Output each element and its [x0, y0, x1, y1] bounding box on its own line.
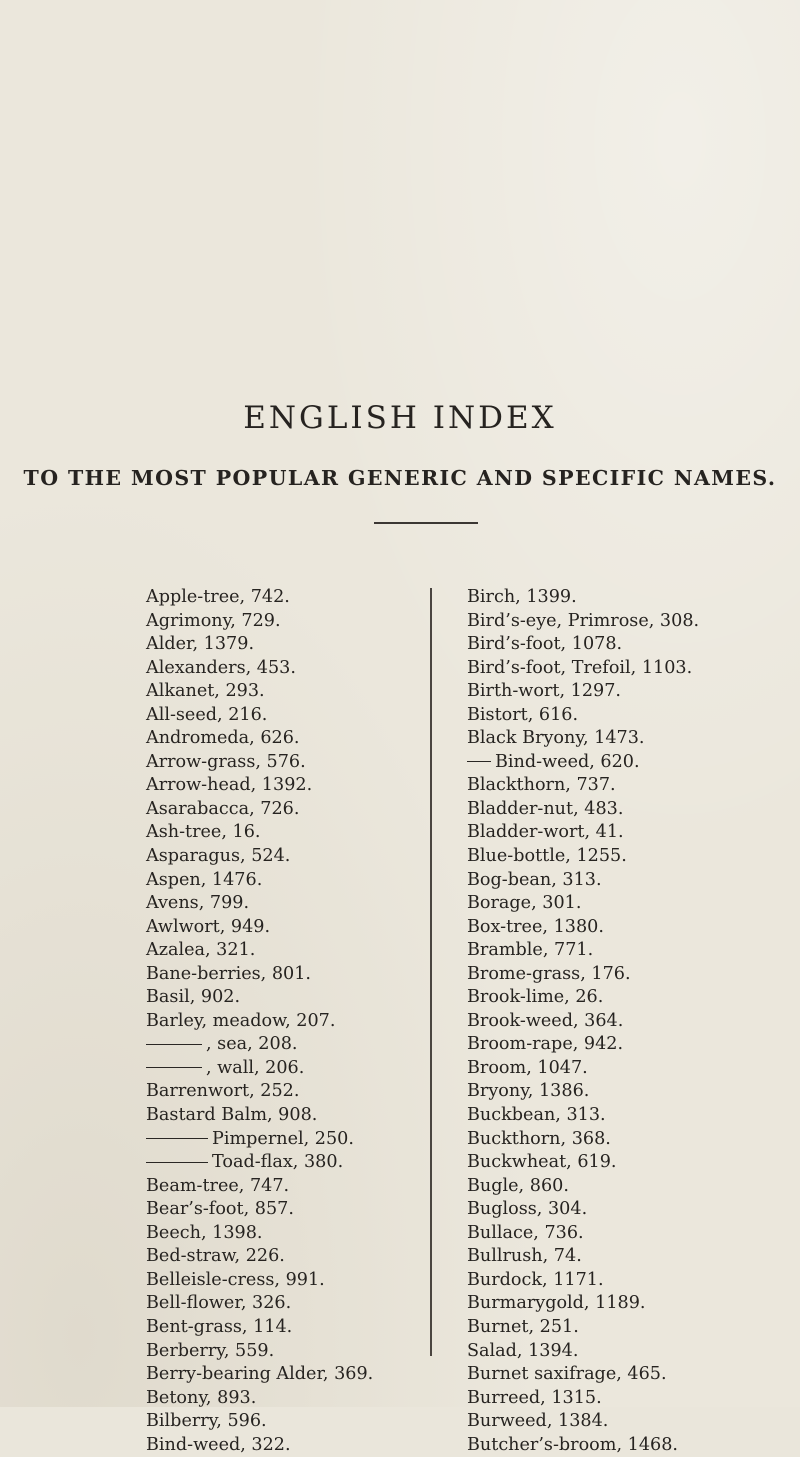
index-entry-text: Buckthorn, 368. — [467, 1128, 611, 1149]
index-entry — [467, 1269, 767, 1293]
index-entry-text: Belleisle-cress, 991. — [146, 1269, 325, 1290]
index-entry — [467, 1080, 767, 1104]
index-entry — [146, 1269, 426, 1293]
index-entry — [467, 1292, 767, 1316]
index-entry-text: Bladder-wort, 41. — [467, 822, 624, 843]
index-entry — [467, 916, 767, 940]
index-column-left — [146, 586, 426, 1457]
index-entry — [146, 1198, 426, 1222]
index-entry — [146, 869, 426, 893]
index-entry — [146, 916, 426, 940]
index-entry — [467, 1128, 767, 1152]
index-entry — [146, 774, 426, 798]
index-entry-text: Bed-straw, 226. — [146, 1246, 285, 1267]
index-entry-text: Agrimony, 729. — [146, 610, 281, 631]
index-entry — [467, 845, 767, 869]
index-entry — [467, 1151, 767, 1175]
index-entry — [146, 1175, 426, 1199]
index-entry-text: Bind-weed, 322. — [146, 1434, 291, 1455]
index-entry-text: Burreed, 1315. — [467, 1387, 602, 1408]
index-entry — [467, 774, 767, 798]
index-entry-text: Beech, 1398. — [146, 1222, 263, 1243]
index-entry-text: Alkanet, 293. — [146, 681, 265, 702]
column-divider — [430, 588, 432, 1356]
title-rule — [374, 522, 478, 524]
index-entry — [467, 892, 767, 916]
index-entry-text: Andromeda, 626. — [146, 728, 300, 749]
index-entry — [467, 821, 767, 845]
index-entry-text: Barley, meadow, 207. — [146, 1010, 336, 1031]
index-entry-text: Bell-flower, 326. — [146, 1293, 292, 1314]
index-entry-text: Alexanders, 453. — [146, 657, 296, 678]
index-entry-text: Bird’s-foot, 1078. — [467, 634, 623, 655]
index-entry-text: Asparagus, 524. — [146, 846, 291, 867]
index-entry-text: Black Bryony, 1473. — [467, 728, 645, 749]
page-title: ENGLISH INDEX — [243, 400, 557, 436]
index-entry-text: Bent-grass, 114. — [146, 1316, 293, 1337]
ditto-dash — [146, 1162, 208, 1163]
index-entry-text: Bog-bean, 313. — [467, 869, 602, 890]
index-entry — [467, 1033, 767, 1057]
index-entry-text: Awlwort, 949. — [146, 916, 271, 937]
index-entry — [467, 1410, 767, 1434]
index-entry — [146, 892, 426, 916]
index-entry — [146, 1316, 426, 1340]
index-entry-text: , sea, 208. — [206, 1034, 298, 1055]
index-entry — [146, 1057, 426, 1081]
index-entry-text: Burweed, 1384. — [467, 1411, 609, 1432]
index-entry-text: Brome-grass, 176. — [467, 963, 631, 984]
index-entry — [467, 869, 767, 893]
index-entry-text: Bilberry, 596. — [146, 1411, 267, 1432]
index-entry-text: Betony, 893. — [146, 1387, 257, 1408]
index-entry-text: Buckbean, 313. — [467, 1105, 606, 1126]
index-entry-text: Bullrush, 74. — [467, 1246, 582, 1267]
index-entry-text: Asarabacca, 726. — [146, 798, 300, 819]
index-entry-text: Burdock, 1171. — [467, 1269, 604, 1290]
index-entry — [146, 1434, 426, 1457]
index-entry — [146, 633, 426, 657]
index-entry-text: Borage, 301. — [467, 893, 582, 914]
index-entry-text: Apple-tree, 742. — [146, 587, 290, 607]
index-entry-text: Toad-flax, 380. — [212, 1152, 344, 1173]
index-entry-text: Bane-berries, 801. — [146, 963, 312, 984]
ditto-dash — [467, 761, 491, 762]
index-entry — [467, 657, 767, 681]
index-entry-text: Bryony, 1386. — [467, 1081, 590, 1102]
index-entry — [467, 963, 767, 987]
index-entry — [146, 1363, 426, 1387]
index-entry-text: Blackthorn, 737. — [467, 775, 616, 796]
index-entry — [467, 1340, 767, 1364]
index-entry — [146, 610, 426, 634]
index-entry — [146, 963, 426, 987]
index-entry — [467, 633, 767, 657]
index-entry-text: Bugloss, 304. — [467, 1199, 588, 1220]
index-entry — [467, 586, 767, 610]
index-entry-text: Birth-wort, 1297. — [467, 681, 621, 702]
index-entry-text: Barrenwort, 252. — [146, 1081, 300, 1102]
index-entry — [146, 586, 426, 610]
index-entry-text: Burnet saxifrage, 465. — [467, 1364, 667, 1385]
index-entry — [146, 1292, 426, 1316]
index-entry-text: Box-tree, 1380. — [467, 916, 604, 937]
index-entry-text: Azalea, 321. — [146, 940, 256, 961]
index-entry — [146, 1245, 426, 1269]
index-entry-text: Salad, 1394. — [467, 1340, 579, 1361]
index-entry — [146, 1010, 426, 1034]
index-entry — [146, 1104, 426, 1128]
index-entry-text: Blue-bottle, 1255. — [467, 846, 627, 867]
index-entry-text: Burnet, 251. — [467, 1316, 579, 1337]
index-entry-text: Broom-rape, 942. — [467, 1034, 624, 1055]
index-entry — [146, 1128, 426, 1152]
index-entry — [467, 798, 767, 822]
index-entry — [146, 727, 426, 751]
index-entry — [146, 821, 426, 845]
index-entry — [146, 751, 426, 775]
index-entry — [146, 798, 426, 822]
index-entry — [467, 1198, 767, 1222]
ditto-dash — [146, 1067, 202, 1068]
index-entry-text: Arrow-grass, 576. — [146, 751, 306, 772]
index-entry — [467, 1222, 767, 1246]
index-entry — [467, 680, 767, 704]
index-entry-text: Bramble, 771. — [467, 940, 594, 961]
index-entry-text: Avens, 799. — [146, 893, 250, 914]
index-entry-text: Broom, 1047. — [467, 1057, 588, 1078]
index-entry — [146, 1080, 426, 1104]
index-entry-text: Brook-weed, 364. — [467, 1010, 624, 1031]
index-entry — [146, 1151, 426, 1175]
index-entry-text: Bird’s-foot, Trefoil, 1103. — [467, 657, 693, 678]
index-entry-text: Arrow-head, 1392. — [146, 775, 313, 796]
index-entry-text: Alder, 1379. — [146, 634, 255, 655]
index-entry-text: Bullace, 736. — [467, 1222, 584, 1243]
index-entry — [467, 986, 767, 1010]
index-entry — [467, 751, 767, 775]
index-entry-text: Burmarygold, 1189. — [467, 1293, 646, 1314]
index-entry — [146, 1410, 426, 1434]
index-entry-text: All-seed, 216. — [146, 704, 268, 725]
index-entry — [146, 704, 426, 728]
index-entry — [467, 1010, 767, 1034]
index-entry-text: Berberry, 559. — [146, 1340, 275, 1361]
index-entry-text: Bird’s-eye, Primrose, 308. — [467, 610, 700, 631]
index-entry-text: Bladder-nut, 483. — [467, 798, 624, 819]
index-entry — [467, 939, 767, 963]
index-entry — [467, 1245, 767, 1269]
index-entry-text: , wall, 206. — [206, 1057, 305, 1078]
ditto-dash — [146, 1044, 202, 1045]
index-entry — [467, 1057, 767, 1081]
index-entry-text: Basil, 902. — [146, 987, 241, 1008]
index-entry — [467, 1104, 767, 1128]
index-entry-text: Bind-weed, 620. — [495, 751, 640, 772]
index-entry-text: Bugle, 860. — [467, 1175, 569, 1196]
index-entry — [467, 1175, 767, 1199]
index-entry — [146, 680, 426, 704]
index-entry — [146, 1222, 426, 1246]
index-entry — [146, 1340, 426, 1364]
index-entry — [467, 1316, 767, 1340]
index-entry — [467, 704, 767, 728]
index-entry-text: Aspen, 1476. — [146, 869, 263, 890]
index-entry-text: Butcher’s-broom, 1468. — [467, 1434, 678, 1455]
index-column-right — [467, 586, 767, 1457]
index-entry — [146, 845, 426, 869]
index-entry — [146, 939, 426, 963]
index-entry — [146, 657, 426, 681]
index-entry-text: Brook-lime, 26. — [467, 987, 604, 1008]
page-subtitle: TO THE MOST POPULAR GENERIC AND SPECIFIC NAMES. — [23, 466, 777, 490]
index-entry — [467, 610, 767, 634]
index-entry — [146, 986, 426, 1010]
index-entry-text: Pimpernel, 250. — [212, 1128, 354, 1149]
index-entry — [467, 1434, 767, 1457]
index-entry-text: Bastard Balm, 908. — [146, 1105, 318, 1126]
index-entry-text: Bear’s-foot, 857. — [146, 1199, 294, 1220]
index-entry-text: Ash-tree, 16. — [146, 822, 261, 843]
index-entry — [146, 1033, 426, 1057]
index-entry — [467, 727, 767, 751]
index-entry-text: Buckwheat, 619. — [467, 1152, 617, 1173]
index-entry — [467, 1363, 767, 1387]
index-entry-text: Birch, 1399. — [467, 587, 577, 607]
index-entry-text: Beam-tree, 747. — [146, 1175, 290, 1196]
ditto-dash — [146, 1138, 208, 1139]
index-entry-text: Bistort, 616. — [467, 704, 579, 725]
index-entry-text: Berry-bearing Alder, 369. — [146, 1364, 374, 1385]
